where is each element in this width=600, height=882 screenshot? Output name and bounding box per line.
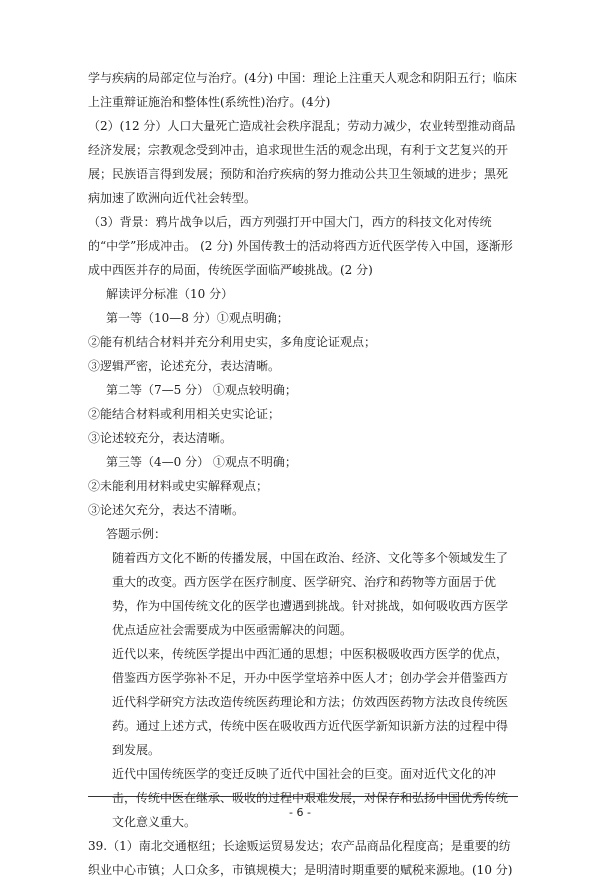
page-content xyxy=(88,66,518,882)
sample-answer-paragraph-3: 近代中国传统医学的变迁反映了近代中国社会的巨变。面对近代文化的冲击，传统中医在继承、吸收的过程中艰难发展，对保存和弘扬中国优秀传统文化意义重大。 xyxy=(112,767,509,829)
tier3-criterion-1: 第三等（4—0 分） ①观点不明确； xyxy=(106,455,297,469)
tier2-criterion-1: 第二等（7—5 分） ①观点较明确； xyxy=(106,383,297,397)
page-number: - 6 - xyxy=(289,806,311,819)
tier2-criterion-2: ②能结合材料或利用相关史实论证； xyxy=(88,407,281,421)
tier2-criterion-3: ③论述较充分，表达清晰。 xyxy=(88,431,233,445)
tier3-criterion-2: ②未能利用材料或史实解释观点； xyxy=(88,479,269,493)
tier1-criterion-2: ②能有机结合材料并充分利用史实，多角度论证观点； xyxy=(88,335,377,349)
scoring-criteria-heading: 解读评分标准（10 分） xyxy=(106,287,234,301)
tier1-criterion-1: 第一等（10—8 分）①观点明确； xyxy=(106,311,289,325)
tier3-criterion-3: ③论述欠充分，表达不清晰。 xyxy=(88,503,245,517)
sample-answer-heading: 答题示例： xyxy=(106,527,167,541)
answer-paragraph-1: 学与疾病的局部定位与治疗。(4分) 中国：理论上注重天人观念和阴阳五行；临床上注重辩证施治和整体性(系统性)治疗。(4分) xyxy=(88,71,517,109)
answer-paragraph-3: （3）背景：鸦片战争以后，西方列强打开中国大门，西方的科技文化对传统的“中学”形成冲击。 (2 分) 外国传教士的活动将西方近代医学传入中国，逐渐形成中西医并存的局面，传统医学面临严峻挑战。(2 分) xyxy=(88,215,513,277)
question-39-answer: 39.（1）南北交通枢纽；长途贩运贸易发达；农产品商品化程度高；是重要的纺织业中心市镇；人口众多，市镇规模大；是明清时期重要的赋税来源地。(10 分) xyxy=(88,839,513,877)
tier1-criterion-3: ③逻辑严密，论述充分，表达清晰。 xyxy=(88,359,281,373)
answer-paragraph-2: （2）(12 分）人口大量死亡造成社会秩序混乱；劳动力减少，农业转型推动商品经济发展；宗教观念受到冲击，追求现世生活的观念出现，有利于文艺复兴的开展；民族语言得到发展；预防和治疗疾病的努力推动公共卫生领域的进步；黑死病加速了欧洲向近代社会转型。 xyxy=(88,119,516,205)
sample-answer-paragraph-1: 随着西方文化不断的传播发展，中国在政治、经济、文化等多个领域发生了重大的改变。西方医学在医疗制度、医学研究、治疗和药物等方面居于优势，作为中国传统文化的医学也遭遇到挑战。针对挑战，如何吸收西方医学优点适应社会需要成为中医亟需解决的问题。 xyxy=(112,551,509,637)
sample-answer-paragraph-2: 近代以来，传统医学提出中西汇通的思想；中医积极吸收西方医学的优点，借鉴西方医学弥补不足，开办中医学堂培养中医人才；创办学会并借鉴西方近代科学研究方法改造传统医药理论和方法；仿效西医药物方法改良传统医药。通过上述方式，传统中医在吸收西方近代医学新知识新方法的过程中得到发展。 xyxy=(112,647,509,757)
footer-divider xyxy=(88,796,518,797)
